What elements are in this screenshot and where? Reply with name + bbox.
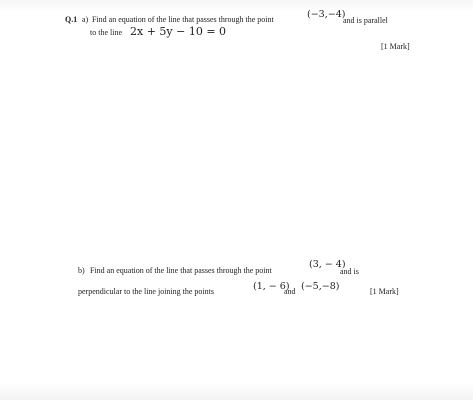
part-a-text-3: to the line [90,28,122,37]
part-b-label: b) [78,266,85,275]
question-number: Q.1 [65,15,78,24]
part-a-text-2: and is parallel [343,16,388,25]
part-a-marks: [1 Mark] [381,42,410,51]
part-b-marks: [1 Mark] [370,287,399,296]
part-b-text-1: Find an equation of the line that passes through the point [90,266,272,275]
part-b-and-word: and [284,287,296,296]
part-a-equation: 2x + 5y − 10 = 0 [130,25,227,38]
part-a-text-1: Find an equation of the line that passes through the point [92,15,274,24]
part-b-text-3: perpendicular to the line joining the points [78,287,214,296]
part-a-label: a) [82,15,89,24]
part-b-point-3: (−5,−8) [301,281,340,292]
part-a-point: (−3,−4) [307,9,346,20]
part-b-point-2: (1, − 6) [253,281,290,292]
part-b-point: (3, − 4) [309,259,346,270]
part-b-text-2: and is [340,267,359,276]
